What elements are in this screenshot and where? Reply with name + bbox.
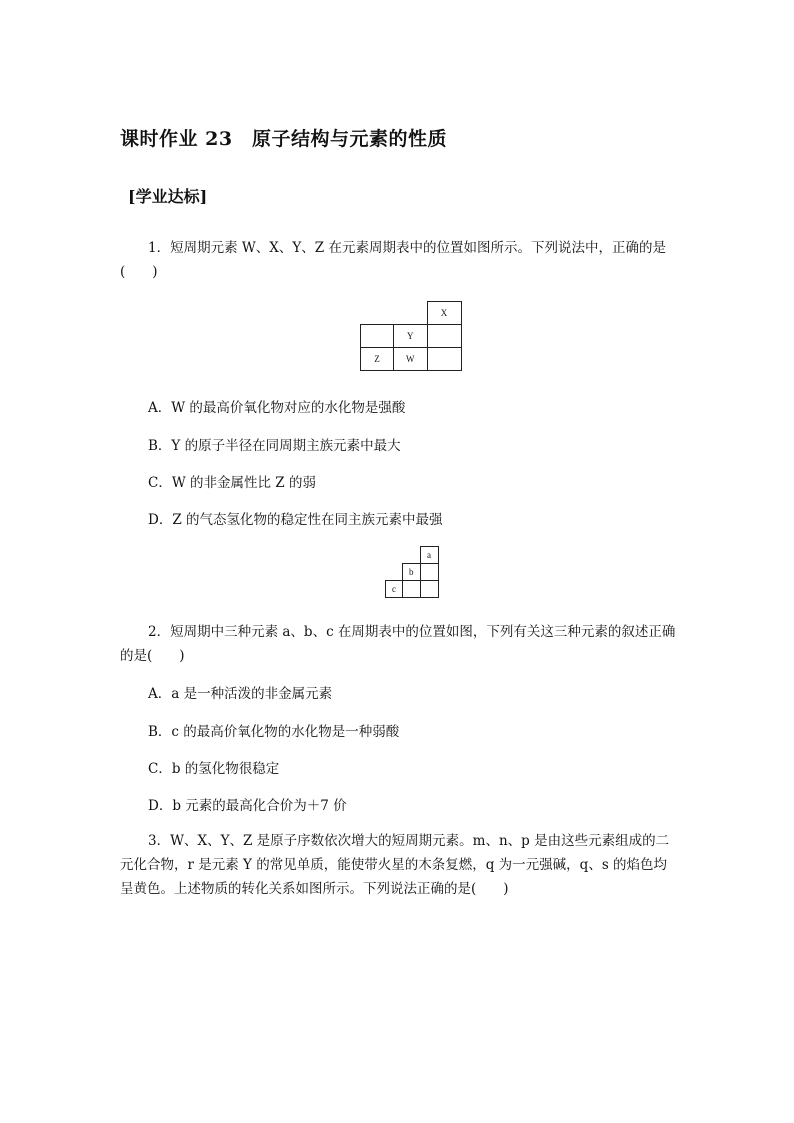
- question-2-periodic-table: [385, 546, 439, 598]
- table-cell: b: [403, 564, 421, 581]
- question-1-stem: 1．短周期元素 W、X、Y、Z 在元素周期表中的位置如图所示。下列说法中，正确的是( ): [120, 240, 666, 280]
- table-cell: [427, 325, 461, 348]
- table-cell: Z: [361, 348, 394, 371]
- table-cell: [403, 547, 421, 564]
- table-cell: [427, 348, 461, 371]
- table-cell: [420, 564, 438, 581]
- table-cell: [361, 325, 394, 348]
- question-2-stem: 2．短周期中三种元素 a、b、c 在周期表中的位置如图，下列有关这三种元素的叙述正确的是( ): [120, 624, 676, 664]
- table-cell: [386, 547, 403, 564]
- table-cell: [361, 302, 394, 325]
- page-title: 课时作业 23 原子结构与元素的性质: [120, 128, 448, 150]
- question-1-periodic-table: [360, 301, 462, 371]
- question-2-option-c: C．b 的氢化物很稳定: [148, 761, 280, 777]
- section-heading: [学业达标]: [128, 187, 208, 206]
- question-1-option-d: D．Z 的气态氢化物的稳定性在同主族元素中最强: [148, 512, 443, 528]
- question-2-option-a: A．a 是一种活泼的非金属元素: [148, 686, 333, 702]
- question-1-option-b: B．Y 的原子半径在同周期主族元素中最大: [148, 438, 401, 454]
- table-cell: a: [420, 547, 438, 564]
- question-1-option-a: A．W 的最高价氧化物对应的水化物是强酸: [148, 400, 406, 416]
- table-cell: W: [394, 348, 428, 371]
- question-2-option-d: D．b 元素的最高化合价为＋7 价: [148, 798, 347, 814]
- table-cell: [386, 564, 403, 581]
- table-cell: [394, 302, 428, 325]
- table-cell: [403, 581, 421, 598]
- question-2-option-b: B．c 的最高价氧化物的水化物是一种弱酸: [148, 724, 400, 740]
- table-cell: [420, 581, 438, 598]
- question-1-option-c: C．W 的非金属性比 Z 的弱: [148, 475, 316, 491]
- question-3-stem: 3．W、X、Y、Z 是原子序数依次增大的短周期元素。m、n、p 是由这些元素组成的二元化合物，r 是元素 Y 的常见单质，能使带火星的木条复燃，q 为一元强碱，q、s 的焰色均呈黄色。上述物质的转化关系如图所示。下列说法正确的是( ): [120, 833, 670, 897]
- table-cell: c: [386, 581, 403, 598]
- table-cell: X: [427, 302, 461, 325]
- table-cell: Y: [394, 325, 428, 348]
